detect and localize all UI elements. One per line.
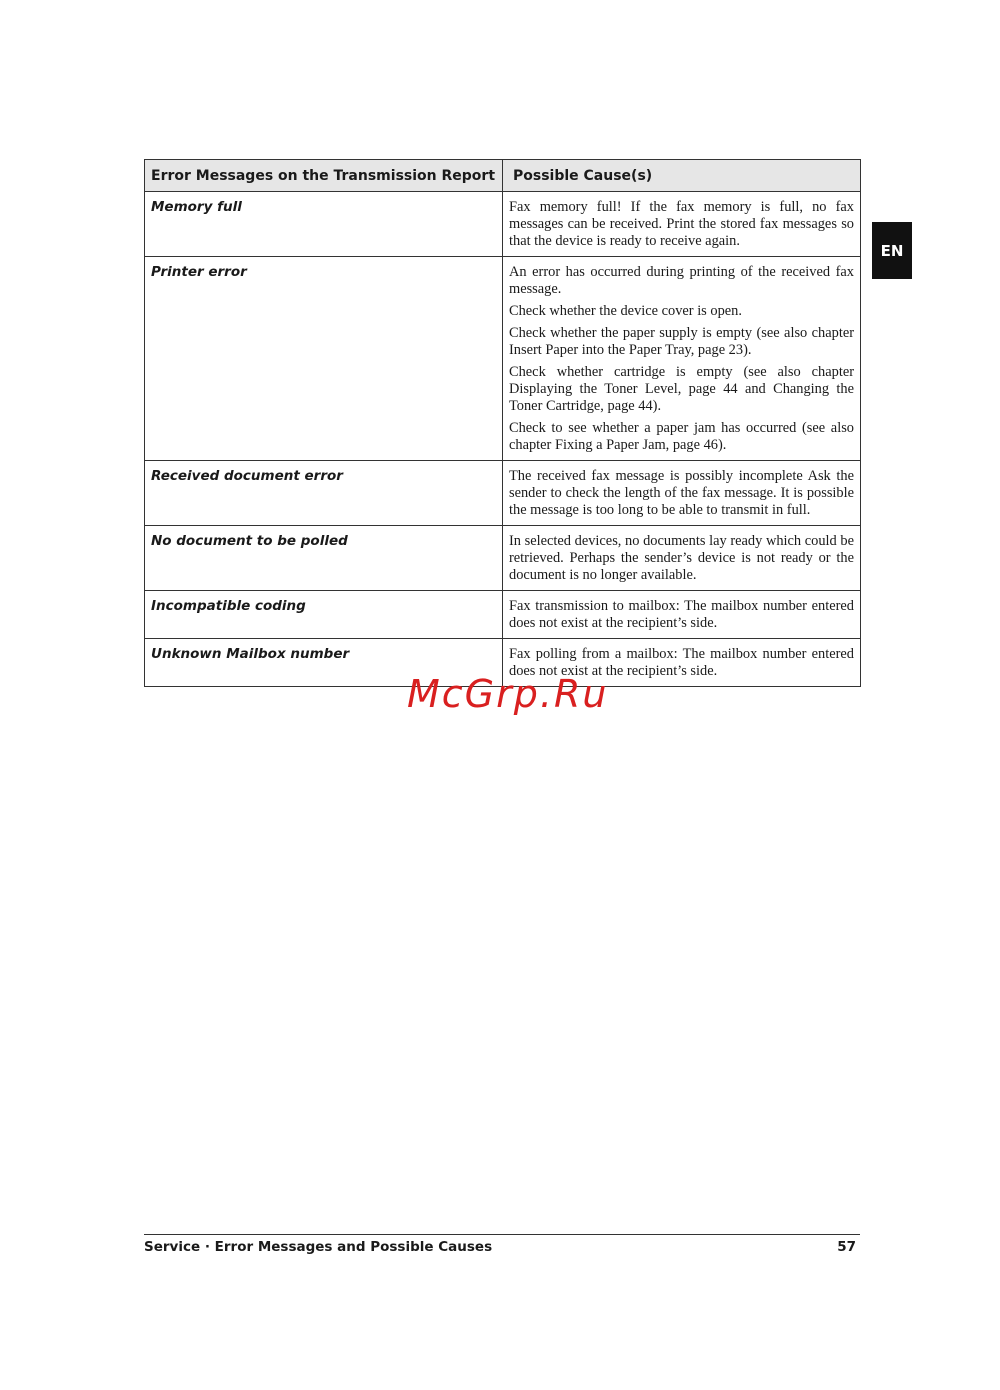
table-row [145,526,861,591]
cause-cell [503,591,861,639]
footer-divider [144,1234,860,1235]
cause-text: Fax memory full! If the fax memory is full, no fax messages can be received. Print the stored fax messages so that the device is ready to receive again. [509,199,854,249]
language-tab: EN [872,222,912,279]
watermark: McGrp.Ru [407,672,609,716]
table-header-row [145,160,861,192]
error-messages-table [144,159,861,687]
table-row [145,192,861,257]
cause-cell [503,461,861,526]
cause-text: The received fax message is possibly incomplete Ask the sender to check the length of the fax message. It is possible the message is too long to be able to transmit in full. [509,468,854,518]
cause-cell [503,526,861,591]
cause-text: An error has occurred during printing of the received fax message. [509,264,854,297]
error-name: Incompatible coding [145,591,503,639]
error-name: Printer error [145,257,503,461]
table-row [145,461,861,526]
cause-text: In selected devices, no documents lay ready which could be retrieved. Perhaps the sender’s device is not ready or the document is no longer available. [509,533,854,583]
error-name: No document to be polled [145,526,503,591]
footer-section-title: Service · Error Messages and Possible Causes [144,1239,493,1255]
error-name: Received document error [145,461,503,526]
cause-text: Check whether cartridge is empty (see also chapter Displaying the Toner Level, page 44 and Changing the Toner Cartridge, page 44). [509,364,854,414]
page-number: 57 [837,1239,856,1255]
cause-text: Check whether the device cover is open. [509,303,742,319]
column-header-error: Error Messages on the Transmission Report [145,160,503,192]
cause-text: Fax transmission to mailbox: The mailbox number entered does not exist at the recipient’s side. [509,598,854,631]
cause-text: Check to see whether a paper jam has occurred (see also chapter Fixing a Paper Jam, page 46). [509,420,854,453]
table-row [145,257,861,461]
table-row [145,591,861,639]
cause-text: Fax polling from a mailbox: The mailbox number entered does not exist at the recipient’s side. [509,646,854,679]
cause-cell [503,192,861,257]
column-header-cause: Possible Cause(s) [503,160,861,192]
error-name: Memory full [145,192,503,257]
cause-text: Check whether the paper supply is empty (see also chapter Insert Paper into the Paper Tray, page 23). [509,325,854,358]
cause-cell [503,257,861,461]
error-name: Unknown Mailbox number [145,639,503,687]
